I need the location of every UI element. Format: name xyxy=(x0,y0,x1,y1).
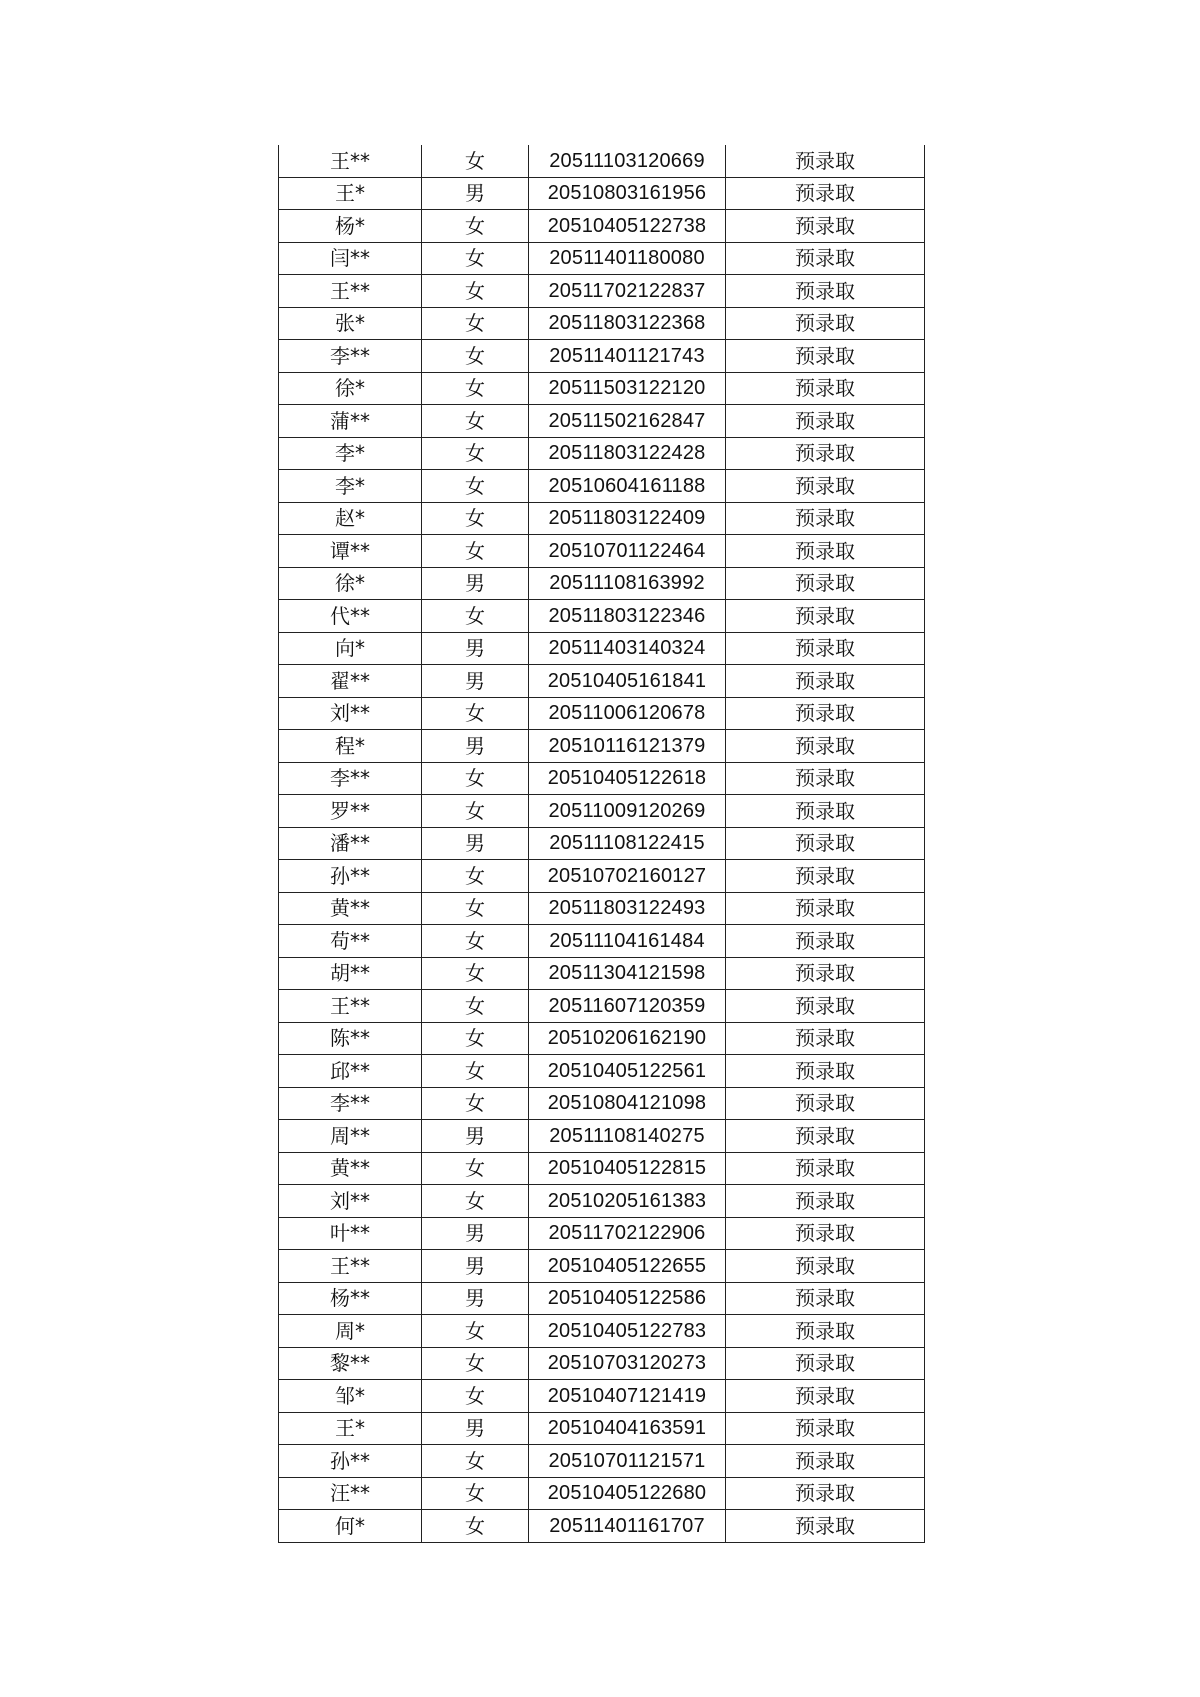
table-row xyxy=(279,275,925,308)
cell-name: 王* xyxy=(279,177,422,210)
table-row xyxy=(279,1282,925,1315)
cell-gender: 女 xyxy=(422,600,529,633)
cell-name: 徐* xyxy=(279,372,422,405)
cell-name: 赵* xyxy=(279,502,422,535)
cell-exam-id: 20511304121598 xyxy=(529,957,726,990)
cell-name: 徐* xyxy=(279,567,422,600)
cell-gender: 女 xyxy=(422,795,529,828)
cell-status: 预录取 xyxy=(726,632,925,665)
cell-exam-id: 20510405122783 xyxy=(529,1315,726,1348)
cell-status: 预录取 xyxy=(726,1347,925,1380)
table-row xyxy=(279,730,925,763)
cell-status: 预录取 xyxy=(726,892,925,925)
cell-exam-id: 20510404163591 xyxy=(529,1412,726,1445)
cell-status: 预录取 xyxy=(726,567,925,600)
cell-gender: 女 xyxy=(422,892,529,925)
cell-exam-id: 20511006120678 xyxy=(529,697,726,730)
cell-name: 周** xyxy=(279,1120,422,1153)
table-row xyxy=(279,1510,925,1543)
cell-exam-id: 20511503122120 xyxy=(529,372,726,405)
cell-exam-id: 20510701122464 xyxy=(529,535,726,568)
cell-status: 预录取 xyxy=(726,860,925,893)
table-row xyxy=(279,1445,925,1478)
table-row xyxy=(279,535,925,568)
table-row xyxy=(279,1120,925,1153)
cell-exam-id: 20511108140275 xyxy=(529,1120,726,1153)
cell-exam-id: 20511803122346 xyxy=(529,600,726,633)
table-row xyxy=(279,957,925,990)
cell-gender: 女 xyxy=(422,535,529,568)
cell-exam-id: 20510702160127 xyxy=(529,860,726,893)
table-row xyxy=(279,372,925,405)
cell-gender: 女 xyxy=(422,957,529,990)
cell-exam-id: 20510405122655 xyxy=(529,1250,726,1283)
cell-status: 预录取 xyxy=(726,730,925,763)
cell-gender: 女 xyxy=(422,1477,529,1510)
cell-gender: 男 xyxy=(422,1217,529,1250)
cell-exam-id: 20511403140324 xyxy=(529,632,726,665)
table-row xyxy=(279,1347,925,1380)
table-row xyxy=(279,892,925,925)
cell-name: 王** xyxy=(279,990,422,1023)
cell-exam-id: 20511803122368 xyxy=(529,307,726,340)
cell-name: 张* xyxy=(279,307,422,340)
cell-name: 程* xyxy=(279,730,422,763)
cell-gender: 女 xyxy=(422,242,529,275)
cell-gender: 女 xyxy=(422,1315,529,1348)
cell-status: 预录取 xyxy=(726,210,925,243)
cell-name: 闫** xyxy=(279,242,422,275)
cell-name: 王** xyxy=(279,145,422,177)
cell-gender: 男 xyxy=(422,1412,529,1445)
cell-status: 预录取 xyxy=(726,502,925,535)
cell-gender: 男 xyxy=(422,665,529,698)
cell-status: 预录取 xyxy=(726,1282,925,1315)
cell-name: 周* xyxy=(279,1315,422,1348)
cell-exam-id: 20510604161188 xyxy=(529,470,726,503)
table-row xyxy=(279,1477,925,1510)
cell-name: 叶** xyxy=(279,1217,422,1250)
cell-status: 预录取 xyxy=(726,242,925,275)
table-row xyxy=(279,632,925,665)
cell-exam-id: 20510116121379 xyxy=(529,730,726,763)
cell-gender: 女 xyxy=(422,1510,529,1543)
cell-name: 王** xyxy=(279,1250,422,1283)
cell-name: 向* xyxy=(279,632,422,665)
cell-exam-id: 20510405122618 xyxy=(529,762,726,795)
admission-table xyxy=(278,145,925,1543)
cell-status: 预录取 xyxy=(726,762,925,795)
cell-gender: 女 xyxy=(422,990,529,1023)
table-row xyxy=(279,1217,925,1250)
cell-status: 预录取 xyxy=(726,1022,925,1055)
cell-status: 预录取 xyxy=(726,925,925,958)
cell-name: 杨** xyxy=(279,1282,422,1315)
cell-gender: 女 xyxy=(422,210,529,243)
table-row xyxy=(279,567,925,600)
table-row xyxy=(279,665,925,698)
cell-exam-id: 20510703120273 xyxy=(529,1347,726,1380)
table-row xyxy=(279,1250,925,1283)
cell-name: 谭** xyxy=(279,535,422,568)
table-row xyxy=(279,795,925,828)
table-row xyxy=(279,762,925,795)
cell-exam-id: 20511009120269 xyxy=(529,795,726,828)
cell-gender: 女 xyxy=(422,1380,529,1413)
cell-exam-id: 20511401161707 xyxy=(529,1510,726,1543)
cell-gender: 女 xyxy=(422,502,529,535)
table-row xyxy=(279,1185,925,1218)
cell-name: 黄** xyxy=(279,892,422,925)
table-row xyxy=(279,437,925,470)
cell-status: 预录取 xyxy=(726,697,925,730)
cell-name: 王** xyxy=(279,275,422,308)
table-row xyxy=(279,860,925,893)
cell-status: 预录取 xyxy=(726,340,925,373)
cell-status: 预录取 xyxy=(726,665,925,698)
table-row xyxy=(279,502,925,535)
cell-exam-id: 20511803122493 xyxy=(529,892,726,925)
cell-gender: 女 xyxy=(422,307,529,340)
table-row xyxy=(279,1055,925,1088)
cell-gender: 男 xyxy=(422,1120,529,1153)
cell-status: 预录取 xyxy=(726,1412,925,1445)
cell-name: 苟** xyxy=(279,925,422,958)
cell-status: 预录取 xyxy=(726,1152,925,1185)
cell-name: 李** xyxy=(279,1087,422,1120)
cell-exam-id: 20511104161484 xyxy=(529,925,726,958)
cell-gender: 女 xyxy=(422,437,529,470)
cell-gender: 女 xyxy=(422,1152,529,1185)
cell-name: 潘** xyxy=(279,827,422,860)
admission-table-body xyxy=(279,145,925,1542)
cell-status: 预录取 xyxy=(726,1055,925,1088)
cell-exam-id: 20510803161956 xyxy=(529,177,726,210)
table-row xyxy=(279,697,925,730)
cell-name: 杨* xyxy=(279,210,422,243)
cell-exam-id: 20511108163992 xyxy=(529,567,726,600)
cell-gender: 女 xyxy=(422,470,529,503)
table-row xyxy=(279,1087,925,1120)
cell-status: 预录取 xyxy=(726,145,925,177)
cell-name: 李** xyxy=(279,340,422,373)
table-row xyxy=(279,470,925,503)
cell-gender: 女 xyxy=(422,925,529,958)
cell-name: 汪** xyxy=(279,1477,422,1510)
cell-exam-id: 20511702122906 xyxy=(529,1217,726,1250)
cell-status: 预录取 xyxy=(726,600,925,633)
cell-name: 李* xyxy=(279,470,422,503)
table-row xyxy=(279,177,925,210)
table-row xyxy=(279,307,925,340)
cell-status: 预录取 xyxy=(726,1477,925,1510)
table-row xyxy=(279,1380,925,1413)
cell-gender: 女 xyxy=(422,1347,529,1380)
cell-status: 预录取 xyxy=(726,1315,925,1348)
cell-status: 预录取 xyxy=(726,1217,925,1250)
table-row xyxy=(279,340,925,373)
cell-exam-id: 20511401121743 xyxy=(529,340,726,373)
table-row xyxy=(279,210,925,243)
cell-name: 邱** xyxy=(279,1055,422,1088)
cell-exam-id: 20510405122561 xyxy=(529,1055,726,1088)
cell-exam-id: 20511108122415 xyxy=(529,827,726,860)
cell-gender: 女 xyxy=(422,1087,529,1120)
cell-status: 预录取 xyxy=(726,1185,925,1218)
cell-exam-id: 20510405122586 xyxy=(529,1282,726,1315)
cell-exam-id: 20510804121098 xyxy=(529,1087,726,1120)
cell-name: 李** xyxy=(279,762,422,795)
table-row xyxy=(279,145,925,177)
cell-status: 预录取 xyxy=(726,437,925,470)
cell-name: 孙** xyxy=(279,860,422,893)
cell-exam-id: 20510405122738 xyxy=(529,210,726,243)
cell-gender: 女 xyxy=(422,372,529,405)
table-row xyxy=(279,990,925,1023)
cell-exam-id: 20511103120669 xyxy=(529,145,726,177)
cell-gender: 女 xyxy=(422,145,529,177)
cell-gender: 女 xyxy=(422,1022,529,1055)
cell-exam-id: 20510405122815 xyxy=(529,1152,726,1185)
cell-gender: 女 xyxy=(422,1185,529,1218)
cell-name: 罗** xyxy=(279,795,422,828)
cell-name: 黄** xyxy=(279,1152,422,1185)
cell-exam-id: 20511502162847 xyxy=(529,405,726,438)
cell-name: 李* xyxy=(279,437,422,470)
cell-name: 陈** xyxy=(279,1022,422,1055)
cell-status: 预录取 xyxy=(726,470,925,503)
cell-status: 预录取 xyxy=(726,795,925,828)
cell-status: 预录取 xyxy=(726,1445,925,1478)
table-row xyxy=(279,600,925,633)
cell-name: 孙** xyxy=(279,1445,422,1478)
cell-exam-id: 20510405161841 xyxy=(529,665,726,698)
cell-exam-id: 20510701121571 xyxy=(529,1445,726,1478)
table-row xyxy=(279,1412,925,1445)
table-row xyxy=(279,925,925,958)
cell-status: 预录取 xyxy=(726,957,925,990)
cell-gender: 女 xyxy=(422,1445,529,1478)
cell-name: 刘** xyxy=(279,1185,422,1218)
cell-status: 预录取 xyxy=(726,827,925,860)
cell-name: 代** xyxy=(279,600,422,633)
cell-gender: 男 xyxy=(422,730,529,763)
table-row xyxy=(279,405,925,438)
cell-exam-id: 20511607120359 xyxy=(529,990,726,1023)
cell-exam-id: 20510407121419 xyxy=(529,1380,726,1413)
cell-exam-id: 20511702122837 xyxy=(529,275,726,308)
cell-gender: 男 xyxy=(422,177,529,210)
cell-name: 邹* xyxy=(279,1380,422,1413)
cell-exam-id: 20510206162190 xyxy=(529,1022,726,1055)
table-row xyxy=(279,242,925,275)
cell-status: 预录取 xyxy=(726,405,925,438)
cell-gender: 女 xyxy=(422,762,529,795)
table-row xyxy=(279,1152,925,1185)
cell-status: 预录取 xyxy=(726,535,925,568)
cell-gender: 男 xyxy=(422,567,529,600)
cell-name: 王* xyxy=(279,1412,422,1445)
cell-exam-id: 20511803122428 xyxy=(529,437,726,470)
cell-gender: 男 xyxy=(422,632,529,665)
table-row xyxy=(279,827,925,860)
cell-name: 胡** xyxy=(279,957,422,990)
cell-status: 预录取 xyxy=(726,1087,925,1120)
cell-exam-id: 20511803122409 xyxy=(529,502,726,535)
cell-status: 预录取 xyxy=(726,1510,925,1543)
cell-gender: 男 xyxy=(422,827,529,860)
cell-exam-id: 20510405122680 xyxy=(529,1477,726,1510)
cell-gender: 女 xyxy=(422,405,529,438)
cell-exam-id: 20511401180080 xyxy=(529,242,726,275)
cell-status: 预录取 xyxy=(726,1120,925,1153)
cell-gender: 女 xyxy=(422,860,529,893)
cell-gender: 女 xyxy=(422,340,529,373)
cell-name: 刘** xyxy=(279,697,422,730)
cell-name: 黎** xyxy=(279,1347,422,1380)
cell-status: 预录取 xyxy=(726,372,925,405)
cell-status: 预录取 xyxy=(726,990,925,1023)
cell-name: 翟** xyxy=(279,665,422,698)
cell-exam-id: 20510205161383 xyxy=(529,1185,726,1218)
cell-name: 何* xyxy=(279,1510,422,1543)
cell-status: 预录取 xyxy=(726,307,925,340)
cell-gender: 女 xyxy=(422,275,529,308)
cell-gender: 女 xyxy=(422,1055,529,1088)
cell-status: 预录取 xyxy=(726,275,925,308)
table-row xyxy=(279,1315,925,1348)
cell-name: 蒲** xyxy=(279,405,422,438)
cell-gender: 女 xyxy=(422,697,529,730)
cell-gender: 男 xyxy=(422,1250,529,1283)
cell-status: 预录取 xyxy=(726,1380,925,1413)
cell-status: 预录取 xyxy=(726,177,925,210)
cell-gender: 男 xyxy=(422,1282,529,1315)
cell-status: 预录取 xyxy=(726,1250,925,1283)
table-row xyxy=(279,1022,925,1055)
